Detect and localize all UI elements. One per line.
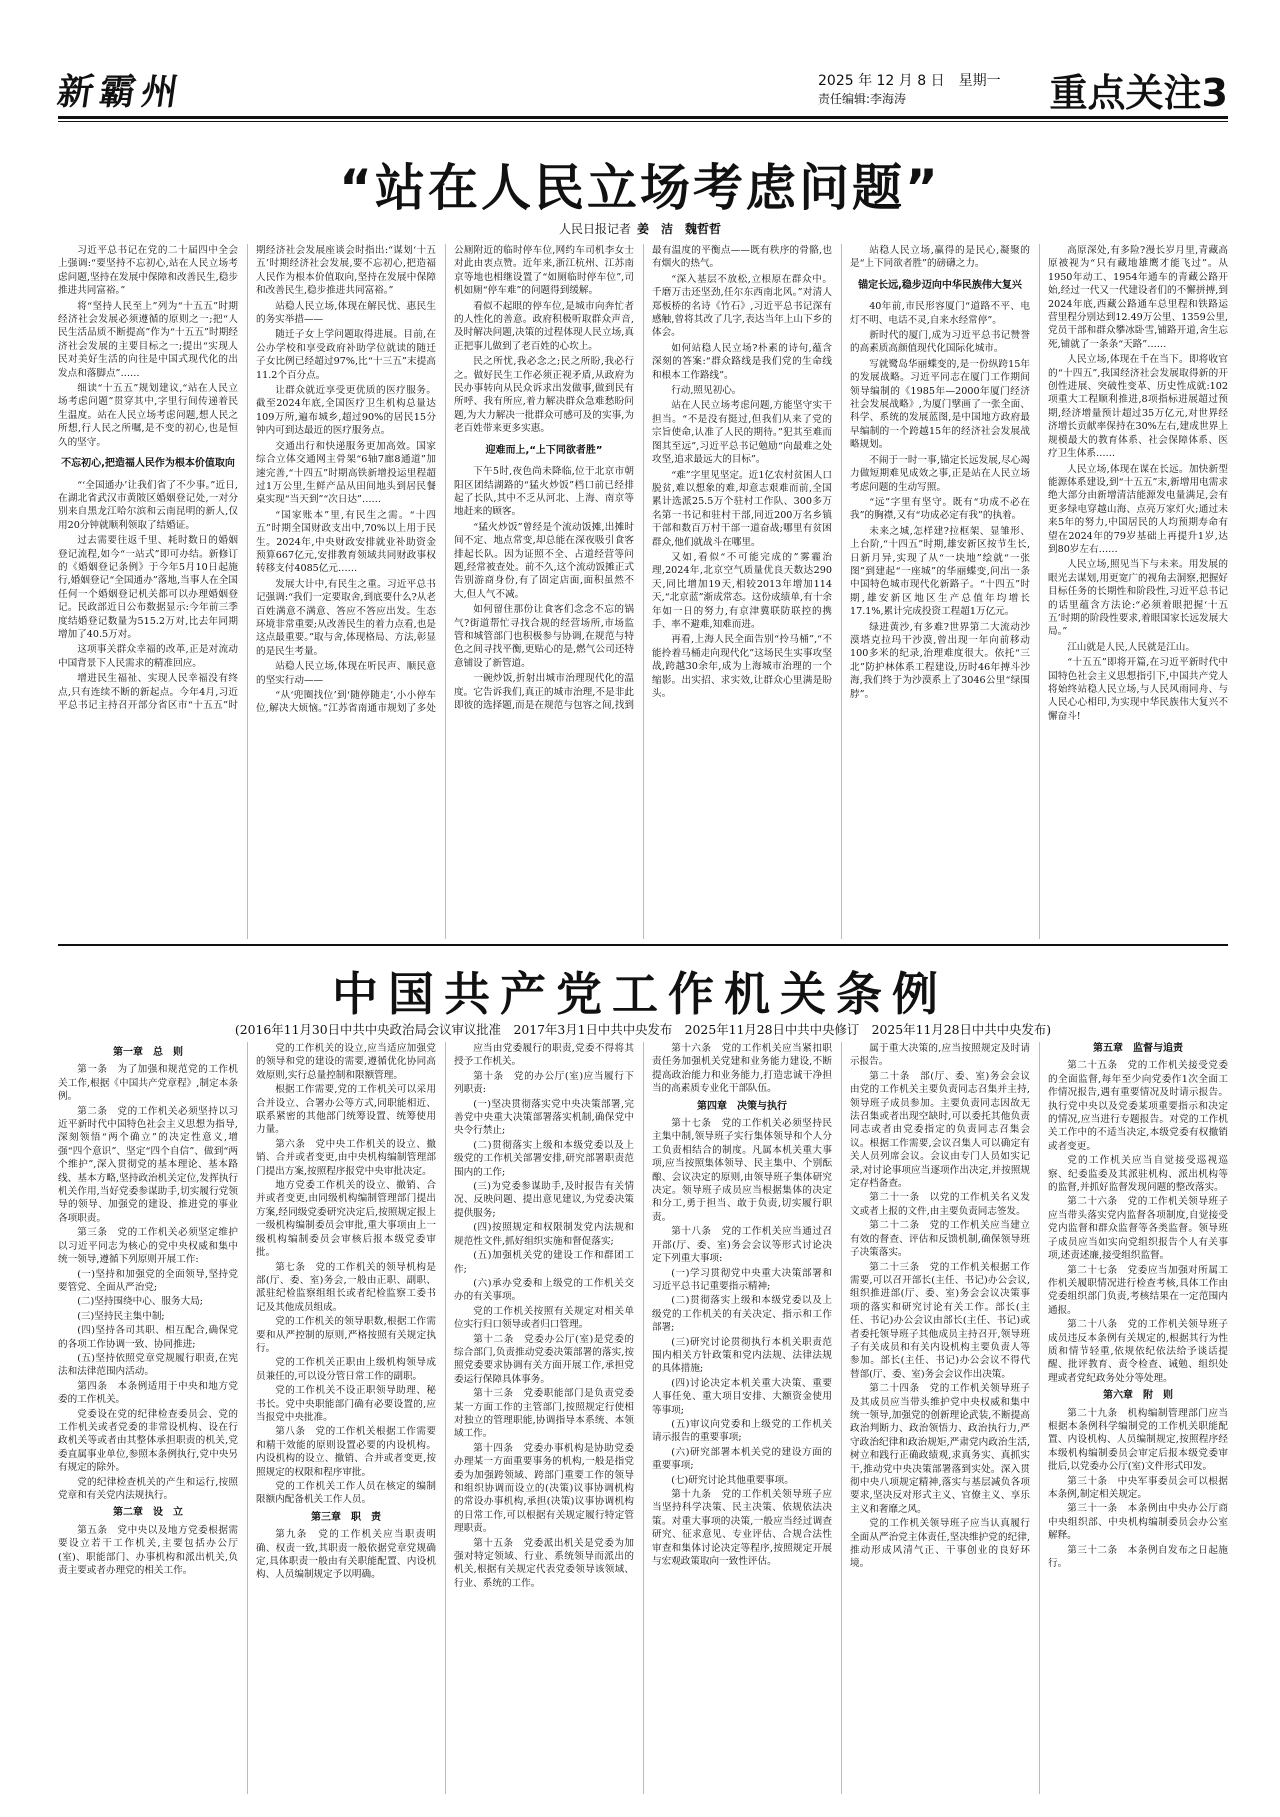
paragraph: 交通出行和快递服务更加高效。国家综合立体交通网主骨架“6轴7廊8通道”加速完善,“十四五”时期高铁新增投运里程超过1万公里,生鲜产品从田间地头到居民餐桌实现“当天到”“次日达”……: [256, 440, 436, 506]
paragraph: 一碗炒饭,折射出城市治理现代化的温度。它告诉我们,真正的城市治理,不是非此即彼的选择题,而是在规范与包容之间,找到最有温度的平衡点——既有秩序的骨骼,也有烟火的热气。: [454, 245, 832, 711]
responsible-editor: 责任编辑:李海涛: [818, 92, 907, 106]
paragraph: 第二十九条 机构编制管理部门应当根据本条例科学编制党的工作机关职能配置、内设机构、人员编制规定,按照程序经本级机构编制委员会审定后报本级党委审批后,以党委办公厅(室)文件形式印发。: [1048, 1407, 1228, 1473]
section-title: 重点关注3: [1049, 71, 1228, 115]
paragraph: 如何留住那份让食客们念念不忘的锅气?街道帮忙寻找合规的经营场所,市场监管和城管部门也积极参与协调,在规范与特色之间寻找平衡,更贴心的是,燃气公司还特意铺设了新管道。: [454, 604, 634, 669]
paragraph: 随迁子女上学问题取得进展。目前,在公办学校和享受政府补助学位就读的随迁子女比例已经超过97%,比“十三五”末提高11.2个百分点。: [256, 329, 436, 381]
paragraph: 未来之城,怎样建?拉框架、显雏形、上台阶,“十四五”时期,雄安新区按节生长,日新月异,实现了从“一块地”绘就“一张图”到建起“一座城”的华丽蝶变,问出一条中国特色城市现代化新路子。“十四五”时期,雄安新区地区生产总值年均增长17.1%,累计完成投资工程超1万亿元。: [850, 525, 1030, 618]
paragraph: 站稳人民立场,体现在解民忧、惠民生的务实举措——: [256, 300, 436, 326]
paragraph: 第二十条 部(厅、委、室)务会会议由党的工作机关主要负责同志召集并主持,领导班子成员参加。主要负责同志因故无法召集或者出现空缺时,可以委托其他负责同志或者由党委指定的负责同志召集会议。根据工作需要,会议召集人可以确定有关人员列席会议。会议由专门人员如实记录,对讨论事项应当逐项作出决定,并按照规定存档备查。: [850, 1070, 1030, 1190]
paragraph: 第十条 党的办公厅(室)应当履行下列职责:: [454, 1070, 634, 1096]
article1-body: [58, 244, 1228, 939]
paragraph: 40年前,市民形容厦门“道路不平、电灯不明、电话不灵,自来水经常停”。: [850, 301, 1030, 326]
paragraph: (一)学习贯彻党中央重大决策部署和习近平总书记重要指示精神;: [652, 1267, 832, 1292]
paragraph: (五)坚持依照党章党规履行职责,在宪法和法律范围内活动。: [58, 1352, 238, 1378]
paragraph: 细读“十五五”规划建议,“站在人民立场考虑问题”贯穿其中,字里行间传递着民生温度。站在人民立场考虑问题,想人民之所想,行人民之所嘱,是不变的初心,也是恒久的坚守。: [58, 383, 238, 448]
paragraph: 第十五条 党委派出机关是党委为加强对特定领域、行业、系统领导而派出的机关,根据有关规定代表党委领导该领域、行业、系统的工作。: [454, 1537, 634, 1589]
paragraph: 江山就是人民,人民就是江山。: [1067, 641, 1195, 653]
paragraph: 第十三条 党委职能部门是负责党委某一方面工作的主管部门,按照规定行使相对独立的管理职能,协调指导本系统、本领域工作。: [454, 1388, 634, 1440]
paragraph: (二)贯彻落实上级和本级党委以及上级党的工作机关的有关决定、指示和工作部署;: [652, 1295, 832, 1334]
paragraph: 党的纪律检查机关的产生和运行,按照党章和有关党内法规执行。: [58, 1476, 238, 1501]
paragraph: (四)讨论决定本机关重大决策、重要人事任免、重大项目安排、大额资金使用等事项;: [652, 1377, 832, 1416]
paragraph: 发展大计中,有民生之重。习近平总书记强调:“我们一定要取舍,到底要什么?从老百姓满意不满意、答应不答应出发。生态环境非常重要;从改善民生的着力点看,也是这点最重要。”取与舍,体现格局、方法,彰显的是民生考量。: [256, 578, 436, 657]
paragraph: 看似不起眼的停车位,是城市向奔忙者的人性化的善意。政府积极听取群众声音,及时解决问题,决策的过程体现人民立场,真正把事儿做到了老百姓的心坎上。: [454, 300, 634, 352]
article1-headline: “站在人民立场考虑问题”: [339, 159, 941, 217]
paragraph: 党的工作机关按照有关规定对相关单位实行归口领导或者归口管理。: [454, 1305, 634, 1331]
paragraph: (七)研究讨论其他重要事项。: [671, 1474, 794, 1486]
paragraph: 人民立场,照见当下与未来。用发展的眼光去谋划,用更宽广的视角去洞察,把握好目标任务的长期性和阶段性,习近平总书记的话里蕴含方法论:“必须着眼把握‘十五五’时期的阶段性要求,着眼国家长远发展大局。”: [1048, 559, 1228, 638]
paragraph: 写就鹭岛华丽蝶变的,是一份纵跨15年的发展战略。习近平同志在厦门工作期间领导编制的《1985年—2000年厦门经济社会发展战略》,为厦门擘画了一张全面、科学、系统的发展蓝图,是中国地方政府最早编制的一个跨越15年的经济社会发展战略规划。: [850, 358, 1030, 451]
section-heading: 第二章 设 立: [113, 1507, 183, 1519]
paragraph: (六)研究部署本机关党的建设方面的重要事项;: [652, 1446, 832, 1472]
paragraph: 过去需要往返千里、耗时数日的婚姻登记流程,如今“一站式”即可办结。新修订的《婚姻登记条例》于今年5月10日起施行,婚姻登记“全国通办”落地,当事人在全国任何一个婚姻登记机关都可以办理婚姻登记。民政部近日公布数据显示:今年前三季度结婚登记数量为515.2万对,比去年同期增加了40.5万对。: [58, 535, 238, 640]
paragraph: 地方党委工作机关的设立、撤销、合并或者变更,由同级机构编制管理部门提出方案,经同级党委研究决定后,按照规定报上一级机构编制委员会审批,重大事项由上一级机构编制委员会审核后报本级党委审批。: [256, 1180, 436, 1259]
paragraph: 人民立场,体现在千在当下。即将收官的“十四五”,我国经济社会发展取得新的开创性进展、突破性变革、历史性成就:102项重大工程顺利推进,8项指标进展超过预期,经济增量预计超过35万亿元,对世界经济增长贡献率保持在30%左右,建成世界上规模最大的教育体系、社会保障体系、医疗卫生体系……: [1048, 354, 1228, 460]
paragraph: 第十七条 党的工作机关必须坚持民主集中制,领导班子实行集体领导和个人分工负责相结合的制度。凡属本机关重大事项,应当按照集体领导、民主集中、个别酝酿、会议决定的原则,由领导班子集体研究决定。领导班子成员应当根据集体的决定和分工,勇于担当、敢于负责,切实履行职责。: [652, 1118, 832, 1223]
paragraph: 将“坚持人民至上”列为“十五五”时期经济社会发展必须遵循的原则之一;把“人民生活品质不断提高”作为“十五五”时期经济社会发展的主要目标之一;提出“实现人民对美好生活的向往是中国式现代化的出发点和落脚点”……: [58, 300, 238, 379]
paragraph: 高原深处,有多险?漫长岁月里,青藏高原被视为“只有藏地雄鹰才能飞过”。从1950年动工、1954年通车的青藏公路开始,经过一代又一代建设者们的不懈拼搏,到2024年底,西藏公路通车总里程和铁路运营里程分别达到12.49万公里、1359公里,党员干部和群众攀冰卧雪,铺路开道,舍生忘死,铺就了一条条“天路”……: [1048, 245, 1228, 350]
section-heading: 不忘初心,把造福人民作为根本价值取向: [61, 458, 235, 470]
section-heading: 锚定长远,稳步迈向中华民族伟大复兴: [858, 279, 1022, 291]
paragraph: 新时代的厦门,成为习近平总书记赞誉的高素质高颜值现代化国际化城市。: [850, 330, 1030, 355]
article2-headline: 中国共产党工作机关条例: [332, 967, 948, 1021]
section-heading: 第一章 总 则: [113, 1047, 183, 1058]
paragraph: 党的工作机关的领导职数,根据工作需要和从严控制的原则,严格按照有关规定执行。: [256, 1316, 436, 1354]
paragraph: 如何站稳人民立场?朴素的诗句,蕴含深刻的答案:“群众路线是我们党的生命线和根本工作路线”。: [652, 342, 832, 381]
paragraph: 站稳人民立场,体现在听民声、顺民意的坚实行动——: [256, 661, 436, 686]
paragraph: 党的工作机关工作人员在核定的编制限额内配备机关工作人员。: [256, 1481, 436, 1506]
paragraph: “深入基层不放松,立根原在群众中。千磨万击还坚劲,任尔东西南北风。”对清人郑板桥的名诗《竹石》,习近平总书记深有感触,曾将其改了几字,表达当年上山下乡的体会。: [652, 273, 832, 339]
paragraph: 第二十一条 以党的工作机关名义发文或者上报的文件,由主要负责同志签发。: [850, 1192, 1030, 1217]
paragraph: 第五条 党中央以及地方党委根据需要设立若干工作机关,主要包括办公厅(室)、职能部门、办事机构和派出机关,负责主要或者办理党的相关工作。: [58, 1524, 238, 1577]
paragraph: (五)审议向党委和上级党的工作机关请示报告的重要事项;: [652, 1418, 832, 1444]
paragraph: 根据工作需要,党的工作机关可以采用合并设立、合署办公等方式,同职能相近、联系紧密的其他部门统筹设置、统筹使用力量。: [256, 1084, 436, 1136]
paragraph: 第十四条 党委办事机构是协助党委办理某一方面重要事务的机构,一般是指党委为加强跨领域、跨部门重要工作的领导和组织协调而设立的(决策)议事协调机构的常设办事机构,承担(决策)议事协调机构的日常工作,可以根据有关规定履行特定管理职责。: [454, 1442, 634, 1535]
paragraph: “远”字里有坚守。既有“功成不必在我”的胸襟,又有“功成必定有我”的执着。: [850, 496, 1030, 522]
article2-subtitle: (2016年11月30日中共中央政治局会议审议批准 2017年3月1日中共中央发布 2025年11月28日中共中央修订 2025年11月28日中共中央发布): [234, 1022, 1052, 1037]
paragraph: 增进民生福祉、实现人民幸福没有终点,只有连续不断的新起点。今年4月,习近平总书记主持召开部分省区市“十五五”时期经济社会发展座谈会时指出:“谋划‘十五五’时期经济社会发展,要不忘初心,把造福人民作为根本价值取向,坚持在发展中保障和改善民生,稳步推进共同富裕。”: [58, 245, 436, 711]
paragraph: (一)坚持和加强党的全面领导,坚持党要管党、全面从严治党;: [58, 1268, 238, 1293]
paragraph: 第三条 党的工作机关必须坚定维护以习近平同志为核心的党中央权威和集中统一领导,遵循下列原则开展工作:: [58, 1227, 238, 1266]
paragraph: 第六条 党中央工作机关的设立、撤销、合并或者变更,由中央机构编制管理部门提出方案,按照程序报党中央审批决定。: [256, 1138, 436, 1177]
paragraph: (三)坚持民主集中制;: [77, 1310, 165, 1322]
section-heading: 第三章 职 责: [311, 1511, 381, 1523]
paragraph: 第十六条 党的工作机关应当紧扣职责任务加强机关党建和业务能力建设,不断提高政治能力和业务能力,打造忠诚干净担当的高素质专业化干部队伍。: [652, 1043, 832, 1095]
paragraph: 站稳人民立场,赢得的是民心,凝聚的是“上下同欲者胜”的磅礴之力。: [850, 245, 1030, 270]
paragraph: 第三十二条 本条例自发布之日起施行。: [1048, 1544, 1228, 1570]
paragraph: 第二十八条 党的工作机关领导班子成员违反本条例有关规定的,根据其行为性质和情节轻重,依规依纪依法给予谈话提醒、批评教育、责令检查、诫勉、组织处理或者党纪政务处分等处理。: [1048, 1319, 1228, 1384]
paragraph: 党的工作机关不设正职领导助理、秘书长。党中央职能部门确有必要设置的,应当报党中央批准。: [256, 1385, 436, 1423]
masthead: [54, 60, 1228, 115]
paragraph: (五)加强机关党的建设工作和群团工作;: [454, 1250, 634, 1275]
paragraph: (三)为党委参谋助手,及时报告有关情况、反映问题、提出意见建议,为党委决策提供服务;: [454, 1181, 634, 1219]
paragraph: (一)坚决贯彻落实党中央决策部署,完善党中央重大决策部署落实机制,确保党中央令行禁止;: [454, 1098, 634, 1137]
paragraph: “难”字里见坚定。近1亿农村贫困人口脱贫,难以想象的难,却意志艰难而前,全国累计选派25.5万个驻村工作队、300多万名第一书记和驻村干部,同近200万名乡镇干部和数百万村干部一道奋战;哪里有贫困群众,他们就战斗在哪里。: [652, 469, 832, 548]
paragraph: “十五五”即将开篇,在习近平新时代中国特色社会主义思想指引下,中国共产党人将始终站稳人民立场,与人民风雨同舟、与人民心心相印,为实现中华民族伟大复兴不懈奋斗!: [1048, 657, 1228, 722]
paragraph: 党的工作机关应当自觉接受巡视巡察、纪委监委及其派驻机构、派出机构等的监督,并抓好监督发现问题的整改落实。: [1048, 1155, 1228, 1194]
paragraph: (六)承办党委和上级党的工作机关交办的有关事项。: [454, 1277, 634, 1303]
issue-date: 2025 年 12 月 8 日 星期一: [818, 73, 1001, 89]
byline-prefix: 人民日报记者: [558, 222, 631, 236]
paragraph: (二)坚持围绕中心、服务大局;: [77, 1296, 204, 1308]
paragraph: (四)按照规定和权限制发党内法规和规范性文件,抓好组织实施和督促落实;: [454, 1222, 634, 1247]
paragraph: 下午5时,夜色尚未降临,位于北京市朝阳区团结湖路的“猛火炒饭”档口前已经排起了长队,其中不乏从河北、上海、南京等地赶来的顾客。: [454, 466, 634, 518]
paragraph: 党的工作机关的设立,应当适应加强党的领导和党的建设的需要,遵循优化协同高效原则,实行总量控制和限额管理。: [256, 1043, 436, 1081]
paragraph: 第四条 本条例适用于中央和地方党委的工作机关。: [58, 1380, 238, 1406]
paragraph: “从‘兜圈找位’到‘随停随走’,小小停车位,解决大烦恼。”江苏省南通市规划了多处公厕附近的临时停车位,网约车司机李女士对此由衷点赞。近年来,浙江杭州、江苏南京等地也相继设置了“如厕临时停车位”,司机如厕“停车难”的问题得到缓解。: [256, 245, 634, 715]
paragraph: 第一条 为了加强和规范党的工作机关工作,根据《中国共产党章程》,制定本条例。: [58, 1064, 238, 1103]
paragraph: 第三十条 中央军事委员会可以根据本条例,制定相关规定。: [1048, 1475, 1228, 1500]
paragraph: 属于重大决策的,应当按照规定及时请示报告。: [850, 1043, 1030, 1068]
article2-body: [58, 1042, 1228, 1794]
section-heading: 迎难而上,“上下同欲者胜”: [485, 444, 603, 456]
paragraph: 第十九条 党的工作机关领导班子应当坚持科学决策、民主决策、依规依法决策。对重大事项的决策,一般应当经过调查研究、征求意见、专业评估、合规合法性审查和集体讨论决定等程序,按照规定开展与宏观政策取向一致性评估。: [652, 1489, 832, 1568]
paragraph: 站在人民立场考虑问题,方能坚守实干担当。“不是没有挺过,但我们从来了党的宗旨使命,认准了人民的期待。”犯其至难而图其至远”,习近平总书记勉励“向最难之处攻坚,追求最远大的目标”。: [652, 400, 832, 466]
paragraph: 不闹于一时一事,锚定长远发展,尽心竭力做短期难见成效之事,正是站在人民立场考虑问题的生动写照。: [850, 454, 1030, 493]
byline-names: 姜 洁 魏哲哲: [637, 222, 722, 236]
paragraph: 人民立场,体现在谋在长远。加快新型能源体系建设,到“十五五”末,新增用电需求绝大部分由新增清洁能源发电量满足,会有更多绿电穿越山海、点亮万家灯火;通过未来5年的努力,中国居民的人均预期寿命有望在2024年的79岁基础上再提升1岁,达到80岁左右……: [1048, 463, 1228, 555]
paragraph: 第二十五条 党的工作机关接受党委的全面监督,每年至少向党委作1次全面工作情况报告,遇有重要情况及时请示报告。执行党中央以及党委某项重要指示和决定的情况,应当进行专题报告。对党的工作机关工作中的不适当决定,本级党委有权撤销或者变更。: [1048, 1060, 1228, 1152]
paragraph: 应当由党委履行的职责,党委不得将其授予工作机关。: [454, 1043, 634, 1068]
paragraph: 习近平总书记在党的二十届四中全会上强调:“要坚持不忘初心,站在人民立场考虑问题,坚持在发展中保障和改善民生,稳步推进共同富裕。”: [58, 245, 238, 297]
paragraph: 第十二条 党委办公厅(室)是党委的综合部门,负责推动党委决策部署的落实,按照党委要求协调有关方面开展工作,承担党委运行保障具体事务。: [454, 1333, 634, 1385]
paragraph: 党的工作机关正职由上级机构领导成员兼任的,可以设分管日常工作的副职。: [256, 1357, 436, 1382]
paragraph: 第二条 党的工作机关必须坚持以习近平新时代中国特色社会主义思想为指导,深刻领悟“两个确立”的决定性意义,增强“四个意识”、坚定“四个自信”、做到“两个维护”,深入贯彻党的基本理论、基本路线、基本方略,坚持政治机关定位,发挥执行机关作用,当好党委参谋助手,切实履行党领导的领导、加强党的建设、推进党的事业各项职责。: [58, 1105, 238, 1224]
paragraph: 第七条 党的工作机关的领导机构是部(厅、委、室)务会,一般由正职、副职、派驻纪检监察组组长或者纪检监察工委书记及其他成员组成。: [256, 1261, 436, 1313]
paragraph: 让群众就近享受更优质的医疗服务。截至2024年底,全国医疗卫生机构总量达109万所,遍布城乡,超过90%的居民15分钟内可到达最近的医疗服务点。: [256, 385, 436, 437]
paragraph: 第二十六条 党的工作机关领导班子应当带头落实党内监督各项制度,自觉接受党内监督和群众监督等各类监督。领导班子成员应当如实向党组织报告个人有关事项,述责述廉,接受组织监督。: [1048, 1196, 1228, 1262]
paragraph: 这项事关群众幸福的改革,正是对流动中国背景下人民需求的精准回应。: [58, 644, 238, 669]
paragraph: 第十八条 党的工作机关应当通过召开部(厅、委、室)务会会议等形式讨论决定下列重大事项:: [652, 1226, 832, 1265]
masthead-rule: [58, 116, 1228, 119]
paragraph: 绿进黄沙,有多难?世界第二大流动沙漠塔克拉玛干沙漠,曾出现一年向前移动100多米的纪录,治理难度很大。依托“三北”防护林体系工程建设,历时46年搏斗沙海,我们终于为沙漠系上了3046公里“绿围脖”。: [850, 621, 1030, 700]
paragraph: 行动,照见初心。: [671, 385, 742, 397]
paragraph: “国家账本”里,有民生之需。“十四五”时期全国财政支出中,70%以上用于民生。2024年,中央财政安排就业补助资金预算667亿元,安排教育领域共同财政事权转移支付4085亿元……: [256, 509, 436, 575]
paragraph: 又如,看似“不可能完成的”雾霾治理,2024年,北京空气质量优良天数达290天,同比增加19天,相较2013年增加114天,“北京蓝”渐成常态。这份成绩单,有十余年如一日的努力,有京津冀联防联控的携手、率不避难,知难而进。: [652, 551, 832, 630]
paragraph: 再看,上海人民全面告别“拎马桶”,“不能拎着马桶走向现代化”这场民生实事攻坚战,跨越30余年,成为上海城市治理的一个缩影。出实招、求实效,让群众心里满是盼头。: [652, 634, 832, 699]
paragraph: 第二十二条 党的工作机关应当建立有效的督查、评估和反馈机制,确保领导班子决策落实。: [850, 1220, 1030, 1259]
paragraph: (四)坚持各司其职、相互配合,确保党的各项工作协调一致、协同推进;: [58, 1325, 238, 1350]
paragraph: 党委设在党的纪律检查委员会、党的工作机关或者党委的非常设机构、设在行政机关等或者由其整体承担职责的机关,党委直属事业单位,参照本条例执行,党中央另有规定的除外。: [58, 1408, 238, 1474]
paragraph: 第八条 党的工作机关根据工作需要和精干效能的原则设置必要的内设机构。内设机构的设立、撤销、合并或者变更,按照规定的权限和程序审批。: [256, 1426, 436, 1478]
paragraph: “猛火炒饭”曾经是个流动饭摊,出摊时间不定、地点常变,却总能在深夜吸引食客排起长队。因为证照不全、占道经营等问题,经常被查处。前不久,这个流动饭摊正式告别游商身份,有了固定店面,面积虽然不大,但人气不减。: [454, 521, 634, 600]
paragraph: 第二十四条 党的工作机关领导班子及其成员应当带头维护党中央权威和集中统一领导,加强党的创新理论武装,不断提高政治判断力、政治领悟力、政治执行力,严守政治纪律和政治规矩,严肃党内政治生活,树立和践行正确政绩观,求真务实、真抓实干,推动党中央决策部署落到实处。深入贯彻中央八项规定精神,落实与基层减负各项要求,坚决反对形式主义、官僚主义、享乐主义和奢靡之风。: [850, 1383, 1030, 1515]
paragraph: 民之所忧,我必念之;民之所盼,我必行之。做好民生工作必须正视矛盾,从政府为民办事转向从民众诉求出发做事,做到民有所呼、我有所应,着力解决群众急难愁盼问题,为大力解决一批群众可感可及的实事,为老百姓带来更多实惠。: [454, 356, 634, 435]
section-heading: 第五章 监督与追责: [1093, 1043, 1183, 1054]
newspaper-logo: 新霸州: [54, 71, 187, 113]
section-divider: [58, 944, 1228, 946]
paragraph: 第二十三条 党的工作机关根据工作需要,可以召开部长(主任、书记)办公会议,组织推进部(厅、委、室)务会会议决策事项的落实和研究讨论有关工作。部长(主任、书记)办公会议由部长(主任、书记)或者委托领导班子其他成员主持召开,领导班子有关成员和有关内设机构主要负责人等参加。部长(主任、书记)办公会议不得代替部(厅、委、室)务会会议作出决策。: [850, 1261, 1030, 1380]
paragraph: 党的工作机关领导班子应当认真履行全面从严治党主体责任,坚决维护党的纪律,推动形成风清气正、干事创业的良好环境。: [850, 1518, 1030, 1570]
section-heading: 第四章 决策与执行: [697, 1100, 787, 1112]
section-heading: 第六章 附 则: [1103, 1390, 1173, 1402]
article1-byline: [0, 220, 1280, 237]
paragraph: (三)研究讨论贯彻执行本机关职责范围内相关方针政策和党内法规、法律法规的具体措施;: [652, 1336, 832, 1375]
paragraph: 第二十七条 党委应当加强对所属工作机关履职情况进行检查考核,具体工作由党委组织部门负责,考核结果在一定范围内通报。: [1048, 1264, 1228, 1316]
paragraph: “‘全国通办’让我们省了不少事。”近日,在湖北省武汉市黄陂区婚姻登记处,一对分别来自黑龙江哈尔滨和云南昆明的新人,仅用20分钟就顺利领取了结婚证。: [58, 479, 238, 531]
paragraph: 第九条 党的工作机关应当职责明确、权责一致,其职责一般依据党章党规确定,具体职责一般由有关职能配置、内设机构、人员编制规定予以明确。: [256, 1529, 436, 1581]
paragraph: 第三十一条 本条例由中央办公厅商中央组织部、中央机构编制委员会办公室解释。: [1048, 1503, 1228, 1542]
paragraph: (二)贯彻落实上级和本级党委以及上级党的工作机关部署安排,研究部署职责范围内的工作;: [454, 1139, 634, 1178]
masthead-rule-thin: [58, 121, 1228, 122]
